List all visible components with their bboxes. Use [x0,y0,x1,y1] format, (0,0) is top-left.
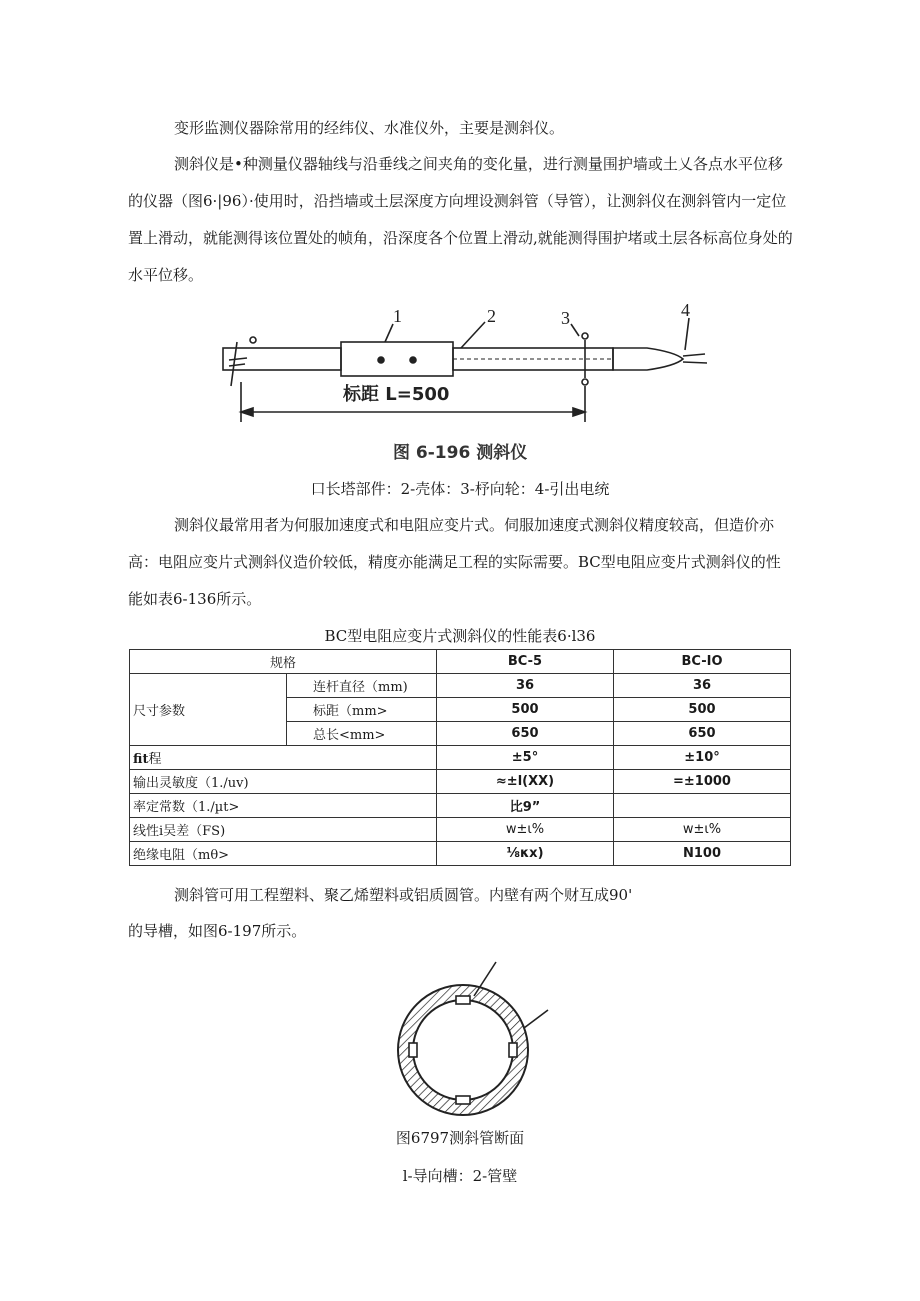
paragraph-types: 测斜仪最常用者为何服加速度式和电阻应变片式。伺服加速度式测斜仪精度较高，但造价亦高：电阻应变片式测斜仪造价较低，精度亦能满足工程的实际需要。BC型电阻应变片式测斜仪的性能如表6-136所示。 [128,516,781,608]
cable-end [613,348,683,370]
cell-value: 650 [614,722,791,746]
row-label: 率定常数（1./µt> [130,794,437,818]
paragraph-intro: 变形监测仪器除常用的经纬仪、水准仪外，主要是测斜仪。 [174,119,565,137]
table-row [130,794,791,818]
guide-groove-left [409,1043,417,1057]
table-row [130,746,791,770]
table-row [130,842,791,866]
cell-value: ±5° [437,746,614,770]
row-label [130,746,437,770]
gauge-length-label: 标距 L=500 [343,384,450,405]
cell-value: ⅛κx) [437,842,614,866]
guide-groove-bottom [456,1096,470,1104]
cell-value [614,794,791,818]
guide-groove-right [509,1043,517,1057]
row-label: 输出灵敏度（1./uv) [130,770,437,794]
table-row [130,770,791,794]
tube-inner [413,1000,513,1100]
cell-value: 500 [437,698,614,722]
figure-legend-196: 口长塔部件：2-壳体：3-杼向轮：4-引出电统 [310,480,610,498]
paragraph-inclinometer-definition: 测斜仪是•种测量仪器轴线与沿垂线之间夹角的变化量，进行测量围护墙或土乂各点水平位移的仪器（图6·|96）·使用时，沿挡墙或土层深度方向埋设测斜管（导管），让测斜仪在测斜管内一定位置上滑动，就能测得该位置处的帧角，沿深度各个位置上滑动,就能测得围护堵或土层各标高位身处的水平位移。 [128,155,793,284]
table-title: BC型电阻应变片式测斜仪的性能表6·l36 [324,627,596,645]
guide-groove-top [456,996,470,1004]
label-2: 2 [487,306,496,326]
figure-caption-197: 图6797测斜管断面 [395,1129,525,1147]
cell-value: ≈±l(XX) [437,770,614,794]
cell-value: 36 [614,674,791,698]
table-row [130,818,791,842]
row-label: 标距（mm> [287,698,437,722]
cell-value: N100 [614,842,791,866]
row-label: 绝缘电阻（mθ> [130,842,437,866]
performance-table [129,649,791,866]
group-label: 尺寸参数 [130,674,287,746]
housing-1 [341,342,453,376]
label-3: 3 [561,308,570,328]
cell-value: =±1000 [614,770,791,794]
cell-value: w±ι% [614,818,791,842]
table-header-row [130,650,791,674]
paragraph-tube: 测斜管可用工程塑料、聚乙烯塑料或铝质圆管。内壁有两个财互成90' [174,886,633,904]
row-label-rest: 程 [148,752,162,767]
inclinometer-figure [215,300,725,480]
cell-value: 比9” [437,794,614,818]
row-label: 线性i吴差（FS) [130,818,437,842]
figure-caption-196: 图 6-196 测斜仪 [393,443,528,463]
row-label: 总长<mm> [287,722,437,746]
header-bc5: BC-5 [437,650,614,674]
table-row [130,674,791,698]
cell-value: w±ι% [437,818,614,842]
cell-value: 36 [437,674,614,698]
row-label: 连杆直径（mm) [287,674,437,698]
cell-value: 650 [437,722,614,746]
label-1: 1 [393,306,402,326]
label-4: 4 [681,300,690,320]
cell-value: ±10° [614,746,791,770]
paragraph-tube-cont: 的导槽，如图6-197所示。 [128,922,307,940]
header-bc10: BC-IO [614,650,791,674]
cell-value: 500 [614,698,791,722]
row-label-bold: fit [133,752,149,767]
figure-legend-197: l-导向槽：2-管壁 [402,1167,518,1185]
tube-section-figure [378,958,558,1118]
header-spec: 规格 [130,650,437,674]
